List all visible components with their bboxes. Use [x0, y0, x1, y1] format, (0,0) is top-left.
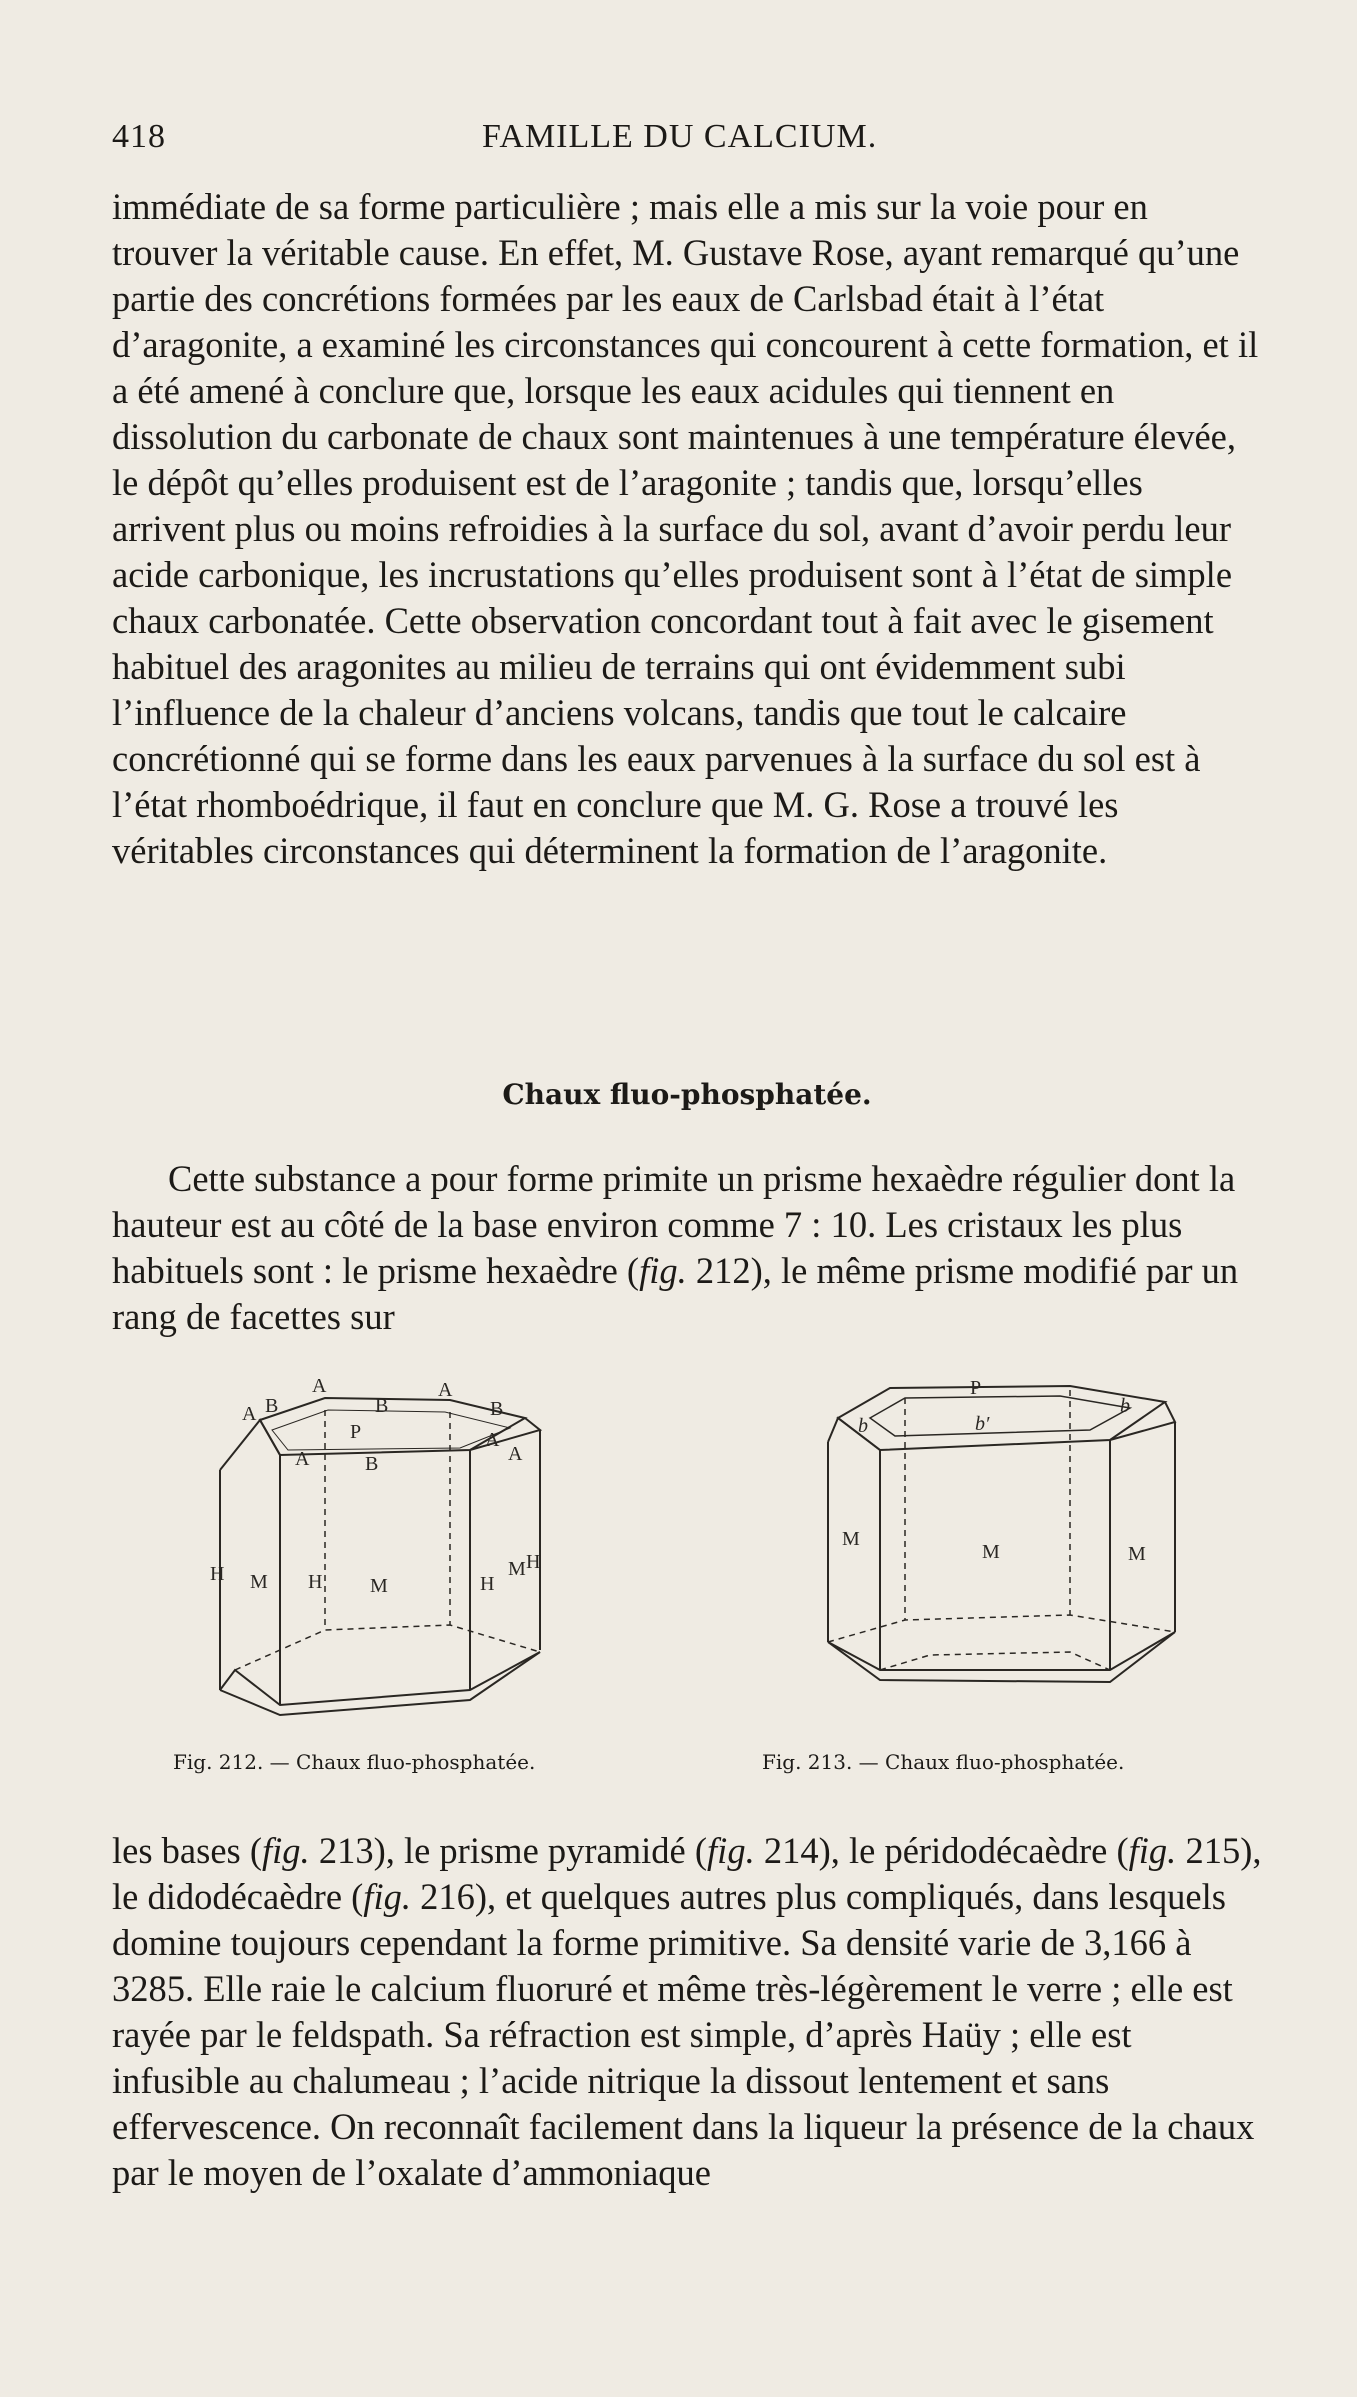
face-label-b: B	[265, 1395, 279, 1417]
face-label-b: B	[365, 1453, 379, 1475]
text-run: 215), le didodécaèdre (	[112, 1830, 1262, 1917]
face-label-m: M	[982, 1541, 1000, 1563]
paragraph-description	[112, 1156, 1262, 1340]
figure-213-drawing	[770, 1370, 1300, 1740]
face-label-m: M	[842, 1528, 860, 1550]
face-label-h: H	[308, 1571, 323, 1593]
figure-212	[173, 1370, 650, 1774]
paragraph-description-text	[112, 1156, 1262, 1340]
face-label-b: B	[490, 1398, 504, 1420]
text-run: les bases (	[112, 1830, 263, 1871]
face-label-h: H	[480, 1573, 495, 1595]
text-run: 214), le péridodécaèdre (	[754, 1830, 1129, 1871]
fig-ref: fig.	[1128, 1830, 1177, 1871]
face-label-a: A	[312, 1375, 327, 1397]
face-label-a: A	[242, 1403, 257, 1425]
fig-ref: fig.	[262, 1830, 310, 1871]
figure-212-drawing	[210, 1370, 650, 1740]
face-label-b: b	[858, 1415, 868, 1437]
face-label-m: M	[1128, 1543, 1146, 1565]
face-label-m: M	[508, 1558, 526, 1580]
figure-213-caption: Fig. 213. — Chaux fluo-phosphatée.	[762, 1750, 1125, 1774]
paragraph-intro	[112, 184, 1262, 874]
face-label-a: A	[508, 1443, 523, 1465]
paragraph-intro-text: immédiate de sa forme particulière ; mais elle a mis sur la voie pour en trouver la véritable cause. En effet, M. Gustave Rose, ayant remarqué qu’une partie des concrétions formées par les eaux de Carlsbad était à l’état d’aragonite, a examiné les circonstances qui concourent à cette formation, et il a été amené à conclure que, lorsque les eaux acidules qui tiennent en dissolution du carbonate de chaux sont maintenues à une température élevée, le dépôt qu’elles produisent est de l’aragonite ; tandis que, lorsqu’elles arrivent plus ou moins refroidies à la surface du sol, avant d’avoir perdu leur acide carbonique, les incrustations qu’elles produisent sont à l’état de simple chaux carbonatée. Cette observation concordant tout à fait avec le gisement habituel des aragonites au milieu de terrains qui ont évidemment subi l’influence de la chaleur d’anciens volcans, tandis que tout le calcaire concrétionné qui se forme dans les eaux parvenues à la surface du sol est à l’état rhomboédrique, il faut en conclure que M. G. Rose a trouvé les véritables circonstances qui déterminent la formation de l’aragonite.	[112, 186, 1259, 871]
face-label-a: A	[295, 1448, 310, 1470]
running-head: FAMILLE DU CALCIUM.	[482, 118, 878, 155]
figure-212-caption: Fig. 212. — Chaux fluo-phosphatée.	[173, 1750, 536, 1774]
fig-ref: fig.	[363, 1876, 411, 1917]
figure-213	[762, 1370, 1300, 1774]
face-label-p: P	[970, 1377, 982, 1399]
paragraph-properties-text	[112, 1828, 1262, 2196]
section-heading: Chaux fluo-phosphatée.	[502, 1078, 872, 1111]
text-run: 216), et quelques autres plus compliqués, dans lesquels domine toujours cependant la forme primitive. Sa densité varie de 3,166 à 3285. Elle raie le calcium fluoruré et même très-légèrement le verre ; elle est rayée par le feldspath. Sa réfraction est simple, d’après Haüy ; elle est infusible au chalumeau ; l’acide nitrique la dissout lentement et sans effervescence. On reconnaît facilement dans la liqueur la présence de la chaux par le moyen de l’oxalate d’ammoniaque	[112, 1876, 1255, 2193]
text-run: 213), le prisme pyramidé (	[309, 1830, 708, 1871]
text-run: 212), le même prisme modifié par un rang de facettes sur	[112, 1250, 1239, 1337]
face-label-m: M	[370, 1575, 388, 1597]
page-number: 418	[112, 118, 166, 155]
face-label-a: A	[438, 1379, 453, 1401]
fig-ref: fig.	[707, 1830, 755, 1871]
face-label-p: P	[350, 1421, 362, 1443]
face-label-b: B	[375, 1395, 389, 1417]
fig-ref: fig.	[639, 1250, 687, 1291]
paragraph-properties	[112, 1828, 1262, 2196]
face-label-b: b	[1120, 1395, 1130, 1417]
face-label-b-prime: b′	[975, 1413, 990, 1435]
face-label-h: H	[526, 1551, 541, 1573]
face-label-a: A	[485, 1429, 500, 1451]
face-label-h: H	[210, 1563, 225, 1585]
text-run: Cette substance a pour forme primite un prisme hexaèdre régulier dont la hauteur est au côté de la base environ comme 7 : 10. Les cristaux les plus habituels sont : le prisme hexaèdre (	[112, 1158, 1236, 1291]
page-header	[112, 112, 1262, 162]
face-label-m: M	[250, 1571, 268, 1593]
